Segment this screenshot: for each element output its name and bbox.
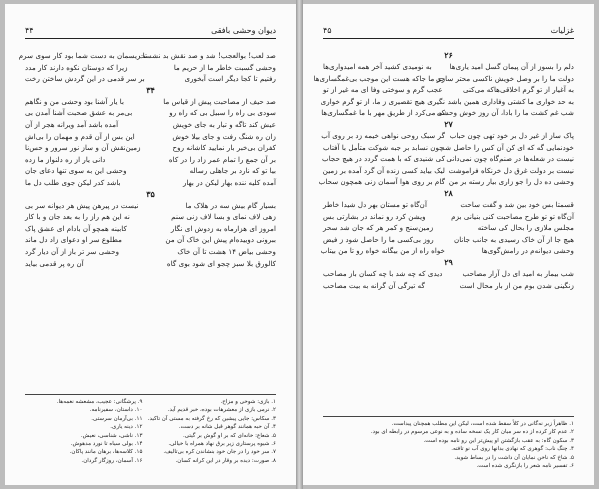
hemistich: زیرا که دوستان نکوه دارند کار مدد bbox=[25, 62, 128, 72]
hemistich: کی شنیدی که با همت گردد در هیچ حجاب bbox=[321, 154, 445, 164]
hemistich: نیست در پیرهن پیش هر دیوانه سر بی bbox=[25, 200, 139, 210]
hemistich: زنگینی شدن بوم من از بار محال است bbox=[459, 280, 574, 290]
hemistich: وحشی گسبت خاطر ما از حریم ما bbox=[173, 62, 276, 72]
hemistich: آن‌گاه تو مستان بهر دل شیدا خاطر bbox=[323, 199, 427, 209]
hemistich: نیست در شعله‌ها در صنم‌گاه چون نمی‌دانی bbox=[446, 154, 574, 164]
footnote: ۱۱. بی‌آرمان سرستی. bbox=[91, 415, 143, 422]
hemistich: چون نسابد بر جبه شوکت متأمل با آفتاب bbox=[323, 142, 444, 152]
hemistich: گه تیرگی آن گرانه به بیت مصاحب bbox=[323, 280, 425, 290]
poem-29 bbox=[323, 268, 574, 291]
hemistich: جز ما جاکه هست این موجب بی‌غمگساری‌ها bbox=[313, 73, 445, 83]
right-footnotes bbox=[323, 416, 574, 470]
poem-number: ۲۶ bbox=[444, 50, 453, 60]
hemistich: بر آن جمع را تمام عمر زاد را در کاه bbox=[168, 154, 276, 164]
verse-line bbox=[323, 280, 574, 292]
poem-number: ۳۴ bbox=[146, 84, 155, 95]
poem-number: ۲۷ bbox=[444, 118, 453, 129]
verse-line bbox=[320, 245, 574, 257]
footnote: ۱۲. دینه یاری. bbox=[110, 424, 143, 431]
hemistich: تا ریسمان به دست شما بود کار سوی سرم bbox=[18, 51, 147, 60]
poem-number: ۳۵ bbox=[146, 188, 155, 199]
intro-verses bbox=[18, 50, 276, 85]
hemistich: کفران بی‌خبر بار نمایید کاشانه روح bbox=[172, 143, 276, 153]
hemistich: زهی لاف نمای و بسا لاف زنی سنم bbox=[171, 212, 276, 222]
right-header-title: غزلیات bbox=[550, 26, 574, 35]
verse-line bbox=[25, 131, 276, 143]
footnote: ۵. شعاع: خانه‌ای که بر او گوش بر گیتی. bbox=[182, 432, 276, 439]
hemistich: آمده باشد آمد ویرانه هجر از آن bbox=[25, 119, 119, 129]
verse-line bbox=[25, 211, 276, 223]
verse-line bbox=[323, 153, 574, 165]
footnote: ۳. سکاس: جایی پیشین که رخ گرفته به مستی آن تاکید. bbox=[147, 415, 276, 422]
footnote: ۲. عدم کار کرده از ده سر میان کار یک نسخه ساده و به نوعی مرسوم در رابطه ای بود. bbox=[370, 429, 574, 436]
hemistich: ویشن کرد رو نماند در بشارتی بس bbox=[323, 211, 426, 221]
hemistich: صد لعب! بوالعجب! شد و صد نقش بد نشست bbox=[138, 51, 276, 60]
hemistich: آن ره پر قدمی بیاید bbox=[25, 258, 84, 268]
hemistich: لیک بیاید کسی زنده آن گرد آمده بر زمین bbox=[322, 165, 445, 175]
poem-35 bbox=[25, 200, 276, 270]
verse-line bbox=[323, 165, 574, 177]
footnote: ۵. شاخ که ناخن نمایان آن داشت را در بساط شوید. bbox=[454, 454, 574, 461]
footnote: ۶. تفسیر نامه شعر را بازنگری شده است. bbox=[476, 462, 574, 469]
hemistich: بی‌مر به عشق صحبت آشنا آمدن بی bbox=[25, 108, 133, 118]
footnote: ۶. شیوه پرستاری زیر برق نهاد همراه با خیالی. bbox=[168, 440, 276, 447]
left-footnotes bbox=[25, 394, 276, 465]
left-page bbox=[5, 4, 296, 485]
hemistich: عجب گرم و سوختی وفا ای مه غیر از تو bbox=[323, 85, 443, 95]
hemistich: پاک ساز از غیر دل بر خود تهی چون حباب bbox=[449, 130, 574, 140]
left-page-number: ۴۴ bbox=[25, 26, 34, 35]
verse-line bbox=[25, 73, 276, 85]
hemistich: صد حیف از مصاحبت پیش از قیاس ما bbox=[163, 96, 276, 106]
footnote: ۲. نرمی بازی از معشرهات بوده، خبر قدیم آید. bbox=[167, 407, 276, 414]
hemistich: با یار آشنا بود وحشی من و نگاهم bbox=[25, 96, 124, 106]
hemistich: کالورق بلا سبز چجو ای شود بوی گاه bbox=[166, 258, 276, 268]
poem-27 bbox=[318, 130, 574, 188]
hemistich: شب بیمار به امید ای دل آزار مصاحب bbox=[462, 268, 574, 278]
verse-line bbox=[320, 96, 574, 108]
hemistich: ببرونی دوییده‌ام پیش این خاک آن من bbox=[165, 235, 276, 245]
poem-34 bbox=[25, 96, 276, 189]
footnote: ۴. چنگ ناب: گوهری که نهادی بدانها روی آب نو تافته. bbox=[451, 446, 574, 453]
hemistich: وحشی این به سوی تنها دعای جان bbox=[25, 166, 127, 176]
poem-number: ۲۹ bbox=[444, 256, 453, 267]
hemistich: بر سر قدمی در این گردش ساختن رخت bbox=[25, 74, 145, 84]
verse-line bbox=[323, 268, 574, 280]
footnote: ۹. پرشگانی: عجیب، مشعشه نغمه‌ها. bbox=[56, 399, 143, 405]
verse-line bbox=[25, 200, 276, 212]
hemistich: امروز ای هزارماه به زدوش ای نگار bbox=[170, 223, 276, 233]
hemistich: وحشی بیاض ۱۴ هشت تا آن خاک bbox=[177, 246, 276, 256]
verse-line bbox=[25, 62, 276, 74]
hemistich: زمین‌سنج و کمر هر که جان شد سحر bbox=[323, 223, 434, 233]
hemistich: مجلس ملازی را بحال کی ساخته bbox=[477, 223, 574, 233]
verse-line bbox=[323, 61, 574, 73]
hemistich: خودنمایی گه که ای کن آن کس را حاصل شد bbox=[441, 142, 574, 152]
footnote: ۴. آن حبه همانند گوهر قبل شانه بر دست. bbox=[178, 424, 276, 431]
hemistich: عیش کند تاگه و تبار به جای خویش bbox=[172, 119, 276, 129]
hemistich: دولت ما را بر وصل خویش ناکسی محتر سازی bbox=[436, 73, 574, 83]
hemistich: سودی بی راه را سبیل بی که راه رو bbox=[169, 108, 276, 118]
verse-line bbox=[323, 130, 574, 142]
footnote-column bbox=[147, 398, 277, 465]
hemistich: وحشی ده دل را جو زاری بیار رسته بر من bbox=[448, 177, 574, 187]
right-page bbox=[303, 4, 594, 485]
hemistich: گر سبک روحی نواهی خیمه زد بر روی آب bbox=[321, 130, 445, 140]
left-header-title: دیوان وحشی بافقی bbox=[211, 26, 276, 35]
footnote: ۱. ظاهراً زبر نه‌گانی در کلاً سقط شده است، لیکن این مطلب همچنان پیداست. bbox=[391, 421, 574, 427]
poem-28 bbox=[320, 199, 574, 257]
verse-line bbox=[25, 234, 276, 246]
verse-line bbox=[323, 234, 574, 246]
hemistich: به آغیار از تو گرم اخلاقی‌هاکه می‌کنی bbox=[463, 85, 574, 95]
footnote: ۱۴. بولی سیاه تا نورد مدهوش. bbox=[70, 440, 143, 447]
hemistich: این بس از آن قدم و مهمان را بی‌اش bbox=[25, 131, 135, 141]
hemistich: که می‌کرد از طریق مهر با ما غمگساری‌ها bbox=[321, 108, 445, 118]
right-page-number: ۴۵ bbox=[323, 26, 332, 35]
hemistich: زان ره شنگ رفت و جای بیلا خوش bbox=[172, 131, 276, 141]
hemistich: مطلوع سر او دعوای زاد دل ماند bbox=[25, 235, 123, 245]
left-running-header bbox=[25, 26, 276, 39]
poem-number: ۲۸ bbox=[444, 187, 453, 198]
right-running-header bbox=[323, 26, 574, 39]
hemistich: آمده کلیه ننده بهار لیکن در بهار bbox=[182, 177, 276, 187]
hemistich: وحشی سر تر باز از آن دیار گرد bbox=[25, 246, 120, 256]
hemistich: دلم را بسوز از آن پیمان گسل امید یاری‌ها bbox=[449, 62, 574, 71]
left-page-body bbox=[18, 50, 276, 269]
hemistich: گام بر روی هوا آسمان زنی همچون سحاب bbox=[318, 177, 445, 187]
verse-line bbox=[323, 222, 574, 234]
hemistich: به حد خواری ما کشتی وفاداری همین باشد bbox=[447, 96, 574, 106]
footnote: ۱. بازی: شوخی و مزاح. bbox=[220, 399, 276, 405]
verse-line bbox=[25, 96, 276, 108]
footnote: ۱۳. ناشی، شناسی، نعیش. bbox=[80, 432, 143, 439]
verse-line bbox=[25, 246, 276, 258]
hemistich: رفتیم تا کجا دیگر است آبخوری bbox=[184, 74, 276, 84]
verse-line bbox=[18, 50, 276, 62]
hemistich: دانی یار از ره دلنواز ما زده bbox=[25, 154, 106, 164]
verse-line bbox=[323, 199, 574, 211]
hemistich: به نومیدی کشید آخر همه امیدواری‌ها bbox=[323, 62, 432, 71]
verse-line bbox=[313, 73, 574, 85]
verse-line bbox=[25, 223, 276, 235]
verse-line bbox=[25, 154, 276, 166]
hemistich: هیچ جا از آن خاک رسیدی به جانب جانان bbox=[453, 234, 574, 244]
verse-line bbox=[25, 165, 276, 177]
verse-line bbox=[25, 107, 276, 119]
hemistich: زمین‌نقش آن و ساز نور سرور و حس‌نا bbox=[25, 143, 141, 153]
hemistich: قسمتا بس خود بین شد و گفت ساحت bbox=[460, 199, 574, 209]
footnote: ۸. صورت: دیده بر وقار در این کرانه کسان. bbox=[175, 457, 276, 464]
hemistich: باشد کدر لیکن جوی طلب دل ما bbox=[25, 177, 121, 187]
hemistich: خواه راه از من بیگانه خواه رو تا من بیتاب bbox=[320, 246, 445, 256]
verse-line bbox=[25, 142, 276, 154]
footnote: ۱۶. آسمان، روزگار گردان. bbox=[81, 457, 143, 464]
hemistich: وحشی دیوانه‌م در رامش‌گوی‌ها bbox=[481, 246, 574, 256]
footnote: ۷. سر خود را در جان خود بنشاندن کره بی‌تالیف. bbox=[163, 449, 276, 456]
hemistich: دیدی که چه شد با چه کسان باز مصاحب bbox=[323, 268, 443, 278]
footnote: ۱۵. کلاسه‌ها، برهان مانند پاکان. bbox=[69, 449, 143, 456]
verse-line bbox=[318, 176, 574, 188]
hemistich: آن‌گاه تو تو طرح مصاحبت کنی بنیانی بزم bbox=[451, 211, 574, 221]
verse-line bbox=[323, 107, 574, 119]
hemistich: نه این هم راز را به بعد جان و با کار bbox=[25, 212, 130, 222]
hemistich: روز بی‌کسی ما را حاصل شود ز فیض bbox=[323, 234, 434, 244]
verse-line bbox=[25, 177, 276, 189]
footnote: ۱۰. داستان، سفیرنامه. bbox=[89, 407, 143, 414]
right-page-body bbox=[313, 50, 574, 291]
hemistich: نگیری هیچ تقصیری ز ما، از تو گرم خواری bbox=[320, 96, 445, 106]
verse-line bbox=[323, 211, 574, 223]
book-gutter bbox=[296, 0, 303, 489]
hemistich: بسیار گام بیش سه در هلاک ما bbox=[185, 200, 276, 210]
footnote-column bbox=[25, 398, 143, 465]
hemistich: بیا تو که نارد بر جاهلی رساله bbox=[189, 166, 276, 176]
poem-26 bbox=[313, 61, 574, 119]
hemistich: نیست بر دولت غرق دل خرنکاه فراموشت bbox=[448, 165, 574, 175]
footnote: ۳. سکون گاه: به عقب بازگشتن او پیش‌تر این رو نامه بوده است. bbox=[423, 437, 574, 444]
verse-line bbox=[323, 84, 574, 96]
verse-line bbox=[323, 142, 574, 154]
verse-line bbox=[25, 258, 276, 270]
verse-line bbox=[25, 119, 276, 131]
hemistich: کابینه همچو آن بادام ای عشق پاک bbox=[25, 223, 127, 233]
hemistich: شب غم کشت ما را بادا، آن روز خوش وحشی bbox=[436, 108, 574, 118]
